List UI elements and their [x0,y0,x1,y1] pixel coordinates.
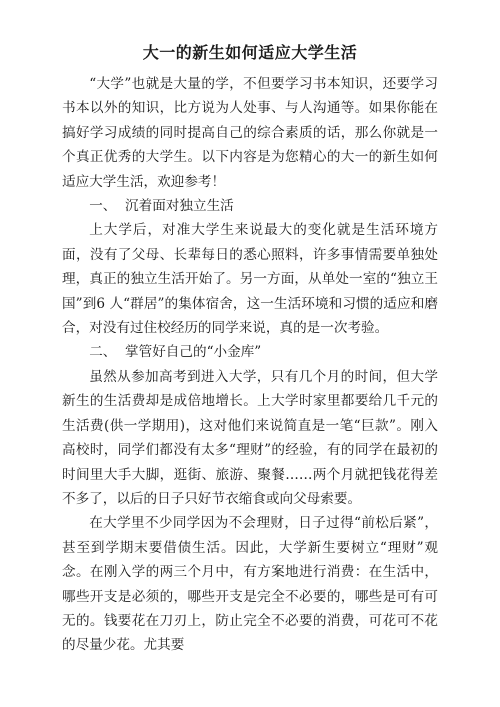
section-2-paragraph-1: 虽然从参加高考到进入大学，只有几个月的时间，但大学新生的生活费却是成倍地增长。上大学时家里都要给几千元的生活费(供一学期用)，这对他们来说简直是一笔“巨款”。刚入高校时，同学们都没有太多“理财”的经验，有的同学在最初的时间里大手大脚，逛街、旅游、聚餐……两个月就把钱花得差不多了，以后的日子只好节衣缩食或向父母索要。 [62,368,438,507]
section-heading-1: 一、 沉着面对独立生活 [89,198,234,215]
document-title: 大一的新生如何适应大学生活 [142,43,358,62]
section-1-paragraph: 上大学后，对准大学生来说最大的变化就是生活环境方面，没有了父母、长辈每日的悉心照料，许多事情需要单独处理，真正的独立生活开始了。另一方面，从单处一室的“独立王国”到6 人“群居”的集体宿舍，这一生活环境和习惯的适应和磨合，对没有过住校经历的同学来说，真的是一次考验。 [62,222,438,337]
section-2-paragraph-2: 在大学里不少同学因为不会理财，日子过得“前松后紧”，甚至到学期末要借债生活。因此，大学新生要树立“理财”观念。在刚入学的两三个月中，有方案地进行消费：在生活中，哪些开支是必须的，哪些开支是完全不必要的，哪些是可有可无的。钱要花在刀刃上，防止完全不必要的消费，可花可不花的尽量少花。尤其要 [62,515,438,654]
document-page [62,42,438,658]
section-heading-2: 二、 掌管好自己的“小金库” [89,344,262,361]
intro-paragraph: “大学”也就是大量的学，不但要学习书本知识，还要学习书本以外的知识，比方说为人处事、与人沟通等。如果你能在搞好学习成绩的同时提高自己的综合素质的话，那么你就是一个真正优秀的大学生。以下内容是为您精心的大一的新生如何适应大学生活，欢迎参考！ [62,76,438,190]
